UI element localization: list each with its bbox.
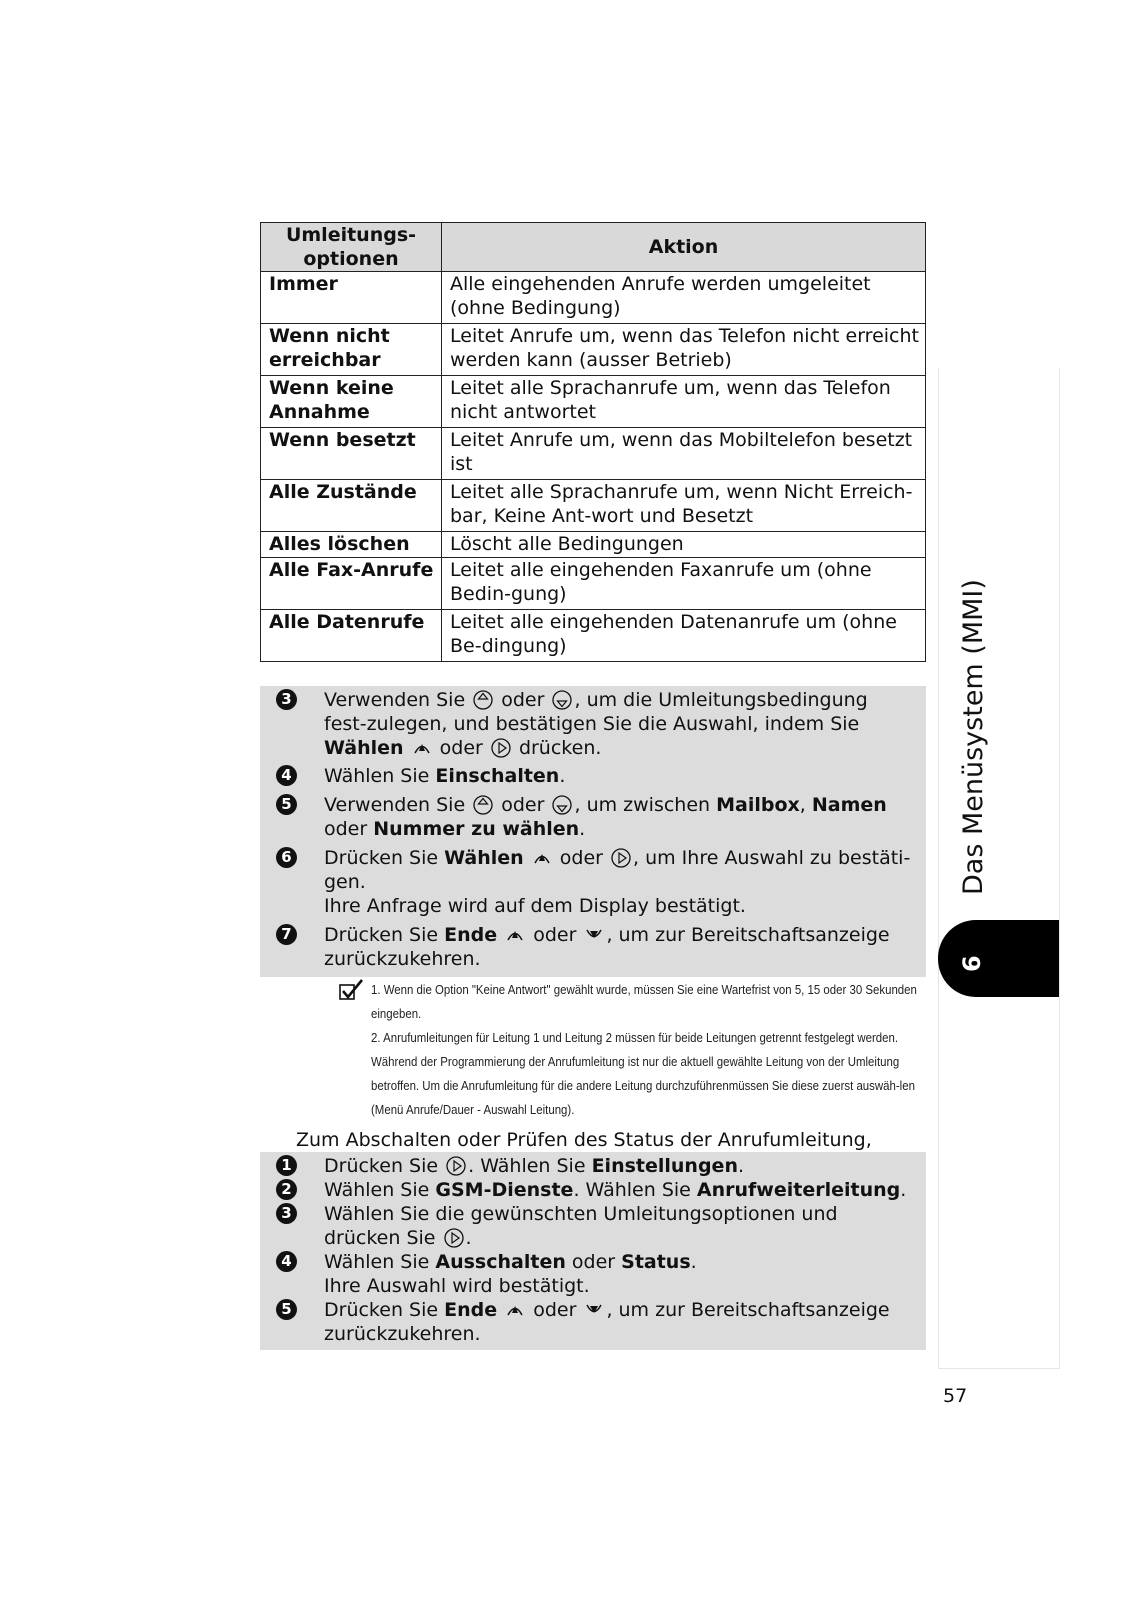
note-line-2: 2. Anrufumleitungen für Leitung 1 und Leitung 2 müssen für beide Leitungen getrennt festgelegt werden. Während der Programmierung der Anrufumleitung ist nur die aktuell gewählte Leitung von der Umleitung betroffen. Um die Anrufumleitung für die andere Leitung durchzuführenmüssen Sie diese zuerst auswäh-len (Menü Anrufe/Dauer - Auswahl Leitung).: [371, 1030, 915, 1117]
intro-text: Zum Abschalten oder Prüfen des Status der Anrufumleitung,: [296, 1129, 872, 1151]
action-cell: Leitet Anrufe um, wenn das Mobiltelefon besetzt ist: [442, 428, 926, 480]
right-key-icon: [491, 738, 511, 758]
down-key-icon: [552, 795, 572, 815]
step-item: 1 Drücken Sie . Wählen Sie Einstellungen.: [260, 1154, 926, 1178]
step-item: 4 Wählen Sie Einschalten.: [260, 764, 926, 788]
step-item: 4 Wählen Sie Ausschalten oder Status. Ihre Auswahl wird bestätigt.: [260, 1250, 926, 1298]
step-number: 3: [276, 689, 297, 710]
step-item: 5 Verwenden Sie oder , um zwischen Mailbox, Namen oder Nummer zu wählen.: [260, 793, 926, 841]
table-row: [261, 558, 926, 610]
option-cell: Alle Datenrufe: [261, 610, 442, 662]
right-key-icon: [446, 1156, 466, 1176]
option-cell: Wenn keine Annahme: [261, 376, 442, 428]
up-key-icon: [473, 690, 493, 710]
right-key-icon: [444, 1228, 464, 1248]
steps-block-enable: [260, 686, 926, 977]
action-cell: Leitet alle eingehenden Datenanrufe um (ohne Be-dingung): [442, 610, 926, 662]
option-cell: Alles löschen: [261, 532, 442, 558]
step-item: 5 Drücken Sie Ende oder , um zur Bereitschaftsanzeige zurückzukehren.: [260, 1298, 926, 1346]
option-cell: Alle Zustände: [261, 480, 442, 532]
step-number: 1: [276, 1155, 297, 1176]
action-cell: Leitet Anrufe um, wenn das Telefon nicht erreicht werden kann (ausser Betrieb): [442, 324, 926, 376]
table-row: [261, 376, 926, 428]
page-number: 57: [943, 1385, 968, 1407]
note-text: [371, 978, 927, 1122]
action-cell: Löscht alle Bedingungen: [442, 532, 926, 558]
softkey-icon: [505, 925, 525, 945]
table-row: [261, 610, 926, 662]
table-row: [261, 532, 926, 558]
step-number: 2: [276, 1179, 297, 1200]
table-row: [261, 428, 926, 480]
action-cell: Alle eingehenden Anrufe werden umgeleitet (ohne Bedingung): [442, 272, 926, 324]
table-row: [261, 324, 926, 376]
step-item: 7 Drücken Sie Ende oder , um zur Bereitschaftsanzeige zurückzukehren.: [260, 923, 926, 971]
table-row: [261, 272, 926, 324]
option-cell: Wenn nicht erreichbar: [261, 324, 442, 376]
step-item: 6 Drücken Sie Wählen oder , um Ihre Auswahl zu bestäti-gen. Ihre Anfrage wird auf dem Display bestätigt.: [260, 846, 926, 918]
step-item: 3 Verwenden Sie oder , um die Umleitungsbedingung fest-zulegen, und bestätigen Sie die Auswahl, indem Sie Wählen oder drücken.: [260, 688, 926, 760]
softkey-icon: [505, 1300, 525, 1320]
chapter-tab: [938, 920, 1059, 997]
step-item: 2 Wählen Sie GSM-Dienste. Wählen Sie Anrufweiterleitung.: [260, 1178, 926, 1202]
step-number: 4: [276, 1251, 297, 1272]
action-cell: Leitet alle eingehenden Faxanrufe um (ohne Bedin-gung): [442, 558, 926, 610]
step-number: 5: [276, 794, 297, 815]
action-cell: Leitet alle Sprachanrufe um, wenn das Telefon nicht antwortet: [442, 376, 926, 428]
step-item: 3 Wählen Sie die gewünschten Umleitungsoptionen und drücken Sie .: [260, 1202, 926, 1250]
end-key-icon: [584, 925, 604, 945]
header-action: Aktion: [442, 223, 926, 272]
steps-block-disable: [260, 1152, 926, 1350]
checkmark-note-icon: [338, 978, 364, 1002]
redirect-options-table: [260, 222, 926, 662]
header-options: Umleitungs-optionen: [261, 223, 442, 272]
step-number: 6: [276, 847, 297, 868]
table-row: [261, 480, 926, 532]
end-key-icon: [584, 1300, 604, 1320]
step-number: 5: [276, 1299, 297, 1320]
note-line-1: 1. Wenn die Option "Keine Antwort" gewählt wurde, müssen Sie eine Wartefrist von 5, 15 oder 30 Sekunden eingeben.: [371, 982, 917, 1021]
step-number: 3: [276, 1203, 297, 1224]
option-cell: Immer: [261, 272, 442, 324]
right-key-icon: [611, 848, 631, 868]
step-number: 4: [276, 765, 297, 786]
step-number: 7: [276, 924, 297, 945]
softkey-icon: [412, 738, 432, 758]
table-header-row: [261, 223, 926, 272]
softkey-icon: [532, 848, 552, 868]
option-cell: Alle Fax-Anrufe: [261, 558, 442, 610]
chapter-number: 6: [958, 955, 986, 972]
chapter-margin: [938, 368, 1060, 1369]
up-key-icon: [473, 795, 493, 815]
action-cell: Leitet alle Sprachanrufe um, wenn Nicht Erreich-bar, Keine Ant-wort und Besetzt: [442, 480, 926, 532]
option-cell: Wenn besetzt: [261, 428, 442, 480]
chapter-title: Das Menüsystem (MMI): [958, 579, 989, 895]
down-key-icon: [552, 690, 572, 710]
